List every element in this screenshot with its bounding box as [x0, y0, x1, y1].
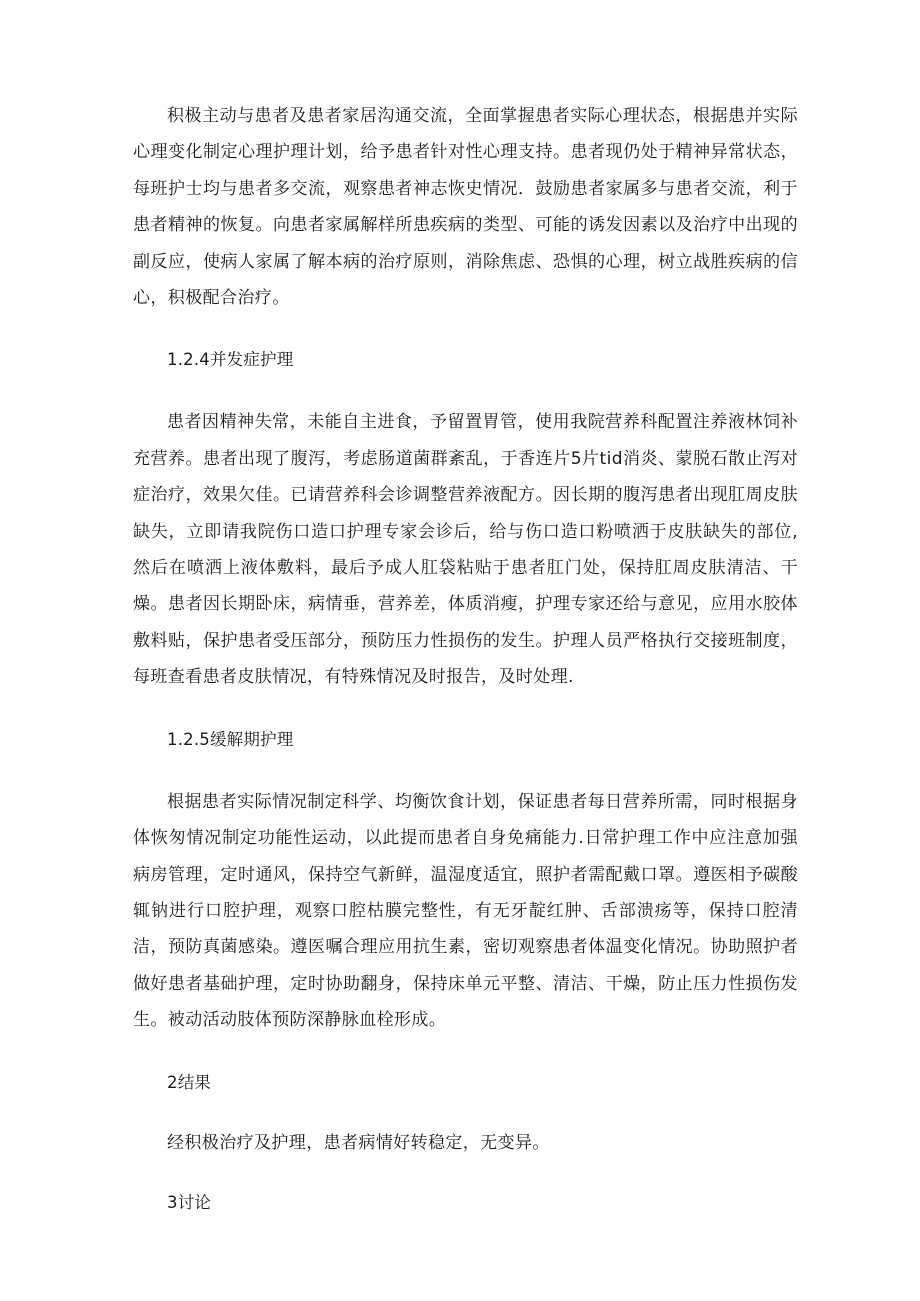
section-heading-results: 2结果 — [167, 1072, 212, 1092]
document-body — [133, 98, 798, 1221]
paragraph-psychological-care: 积极主动与患者及患者家居沟通交流，全面掌握患者实际心理状态，根据患并实际心理变化制定心理护理计划，给予患者针对性心理支持。患者现仍处于精神异常状态，每班护士均与患者多交流，观察患者神志恢史情况．鼓励患者家属多与患者交流，利于患者精神的恢复。向患者家属解样所患疾病的类型、可能的诱发因素以及治疗中出现的副反应，使病人家属了解本病的治疗原则，消除焦虑、恐惧的心理，树立战胜疾病的信心，积极配合治疗。 — [133, 106, 798, 309]
paragraph-results: 经积极治疗及护理，患者病情好转稳定，无变异。 — [167, 1132, 550, 1153]
section-heading-complication-care: 1.2.4并发症护理 — [167, 350, 294, 370]
section-heading-remission-care: 1.2.5缓解期护理 — [167, 729, 294, 749]
paragraph-complication-care: 患者因精神失常，未能自主进食，予留置胃管，使用我院营养科配置注养液林饲补充营养。患者出现了腹泻，考虑肠道菌群紊乱，于香连片5片tid消炎、蒙脱石散止泻对症治疗，效果欠佳。已请营养科会诊调整营养液配方。因长期的腹泻患者出现肛周皮肤缺失，立即请我院伤口造口护理专家会诊后，给与伤口造口粉喷洒于皮肤缺失的部位,然后在喷洒上液体敷料，最后予成人肛袋粘贴于患者肛门处，保持肛周皮肤清洁、干燥。患者因长期卧床，病情垂，营养差，体质消瘦，护理专家还给与意见，应用水胶体敷料贴，保护患者受压部分，预防压力性损伤的发生。护理人员严格执行交接班制度，每班查看患者皮肤情况，有特殊情况及时报告，及时处理. — [133, 412, 798, 688]
section-heading-discussion: 3讨论 — [167, 1192, 212, 1212]
paragraph-remission-care: 根据患者实际情况制定科学、均衡饮食计划，保证患者每日营养所需，同时根据身体恢匆情况制定功能性运动，以此提而患者自身免痛能力.日常护理工作中应注意加强病房管理，定时通风，保持空气新鲜，温湿度适宜，照护者需配戴口罩。遵医相予碳酸辄钠进行口腔护理，观察口腔枯膜完整性，有无牙靛红肿、舌部溃疡等，保持口腔清洁，预防真菌感染。遵医嘱合理应用抗生素，密切观察患者体温变化情况。协助照护者做好患者基础护理，定时协助翻身，保持床单元平整、清洁、干燥，防止压力性损伤发生。被动活动肢体预防深静脉血栓形成。 — [133, 791, 798, 1031]
